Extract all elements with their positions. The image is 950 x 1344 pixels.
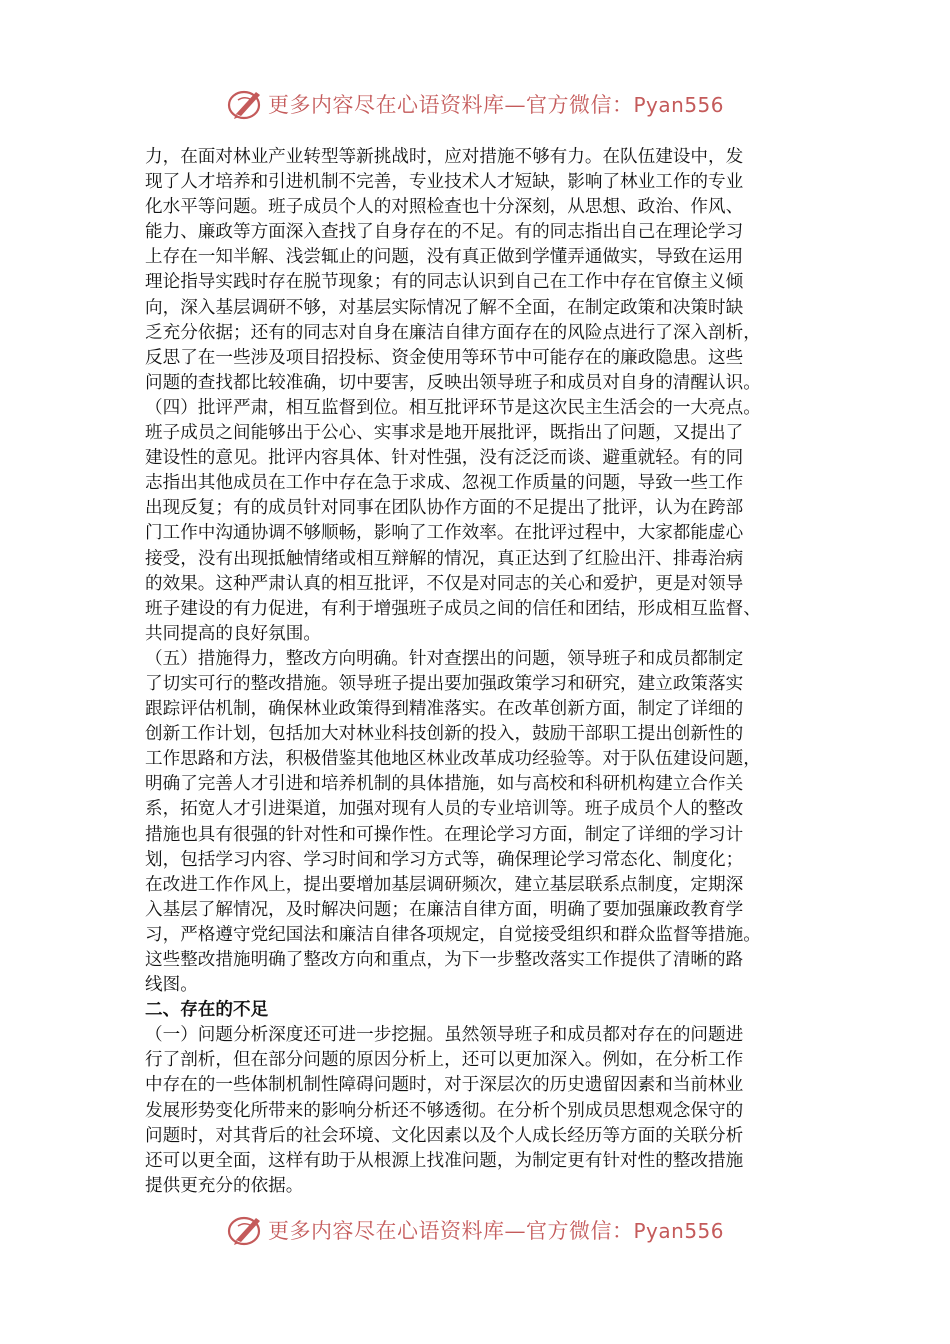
text-line: 化水平等问题。班子成员个人的对照检查也十分深刻，从思想、政治、作风、	[145, 197, 744, 218]
text-line: 创新工作计划，包括加大对林业科技创新的投入，鼓励干部职工提出创新性的	[145, 724, 744, 745]
text-line: 向，深入基层调研不够，对基层实际情况了解不全面，在制定政策和决策时缺	[145, 297, 744, 318]
text-line: 行了剖析，但在部分问题的原因分析上，还可以更加深入。例如，在分析工作	[145, 1050, 744, 1071]
watermark-text: 更多内容尽在心语资料库—官方微信：	[267, 1219, 634, 1243]
watermark-text: 更多内容尽在心语资料库—官方微信：	[267, 93, 634, 117]
text-line: 提供更充分的依据。	[145, 1175, 304, 1196]
text-line: 乏充分依据；还有的同志对自身在廉洁自律方面存在的风险点进行了深入剖析，	[145, 322, 761, 343]
watermark-wechat-id: Pyan556	[633, 93, 724, 117]
text-line: 问题时，对其背后的社会环境、文化因素以及个人成长经历等方面的关联分析	[145, 1125, 744, 1146]
text-line: 这些整改措施明确了整改方向和重点，为下一步整改落实工作提供了清晰的路	[145, 950, 744, 970]
paragraph-start-line: （一）问题分析深度还可进一步挖掘。虽然领导班子和成员都对存在的问题进	[145, 1025, 744, 1046]
footer-watermark	[0, 1210, 950, 1250]
text-line: 工作思路和方法，积极借鉴其他地区林业改革成功经验等。对于队伍建设问题，	[145, 749, 761, 770]
text-line: 共同提高的良好氛围。	[145, 623, 321, 644]
paragraph-start-line: （四）批评严肃，相互监督到位。相互批评环节是这次民主生活会的一大亮点。	[145, 397, 761, 418]
text-line: 划，包括学习内容、学习时间和学习方式等，确保理论学习常态化、制度化；	[145, 849, 744, 870]
text-line: 了切实可行的整改措施。领导班子提出要加强政策学习和研究，建立政策落实	[145, 673, 744, 694]
watermark-wechat-id: Pyan556	[633, 1219, 724, 1243]
text-line: 线图。	[145, 975, 198, 996]
text-line: 理论指导实践时存在脱节现象；有的同志认识到自己在工作中存在官僚主义倾	[145, 272, 744, 293]
header-watermark	[0, 84, 950, 124]
text-line: 力，在面对林业产业转型等新挑战时，应对措施不够有力。在队伍建设中，发	[145, 147, 744, 167]
text-line: 的效果。这种严肃认真的相互批评，不仅是对同志的关心和爱护，更是对领导	[145, 573, 744, 594]
text-line: 门工作中沟通协调不够顺畅，影响了工作效率。在批评过程中，大家都能虚心	[145, 523, 744, 544]
text-line: 问题的查找都比较准确，切中要害，反映出领导班子和成员对自身的清醒认识。	[145, 372, 761, 393]
text-line: 接受，没有出现抵触情绪或相互辩解的情况，真正达到了红脸出汗、排毒治病	[145, 548, 744, 569]
text-line: 能力、廉政等方面深入查找了自身存在的不足。有的同志指出自己在理论学习	[145, 222, 744, 243]
text-line: 习，严格遵守党纪国法和廉洁自律各项规定，自觉接受组织和群众监督等措施。	[145, 924, 761, 945]
text-line: 措施也具有很强的针对性和可操作性。在理论学习方面，制定了详细的学习计	[145, 824, 744, 845]
text-line: 入基层了解情况，及时解决问题；在廉洁自律方面，明确了要加强廉政教育学	[145, 899, 744, 920]
section-heading: 二、存在的不足	[145, 1000, 269, 1021]
text-line: 建设性的意见。批评内容具体、针对性强，没有泛泛而谈、避重就轻。有的同	[145, 448, 744, 469]
text-line: 在改进工作作风上，提出要增加基层调研频次，建立基层联系点制度，定期深	[145, 874, 744, 895]
text-line: 现了人才培养和引进机制不完善，专业技术人才短缺，影响了林业工作的专业	[145, 172, 744, 193]
text-line: 系，拓宽人才引进渠道，加强对现有人员的专业培训等。班子成员个人的整改	[145, 799, 744, 820]
text-line: 反思了在一些涉及项目招投标、资金使用等环节中可能存在的廉政隐患。这些	[145, 347, 744, 368]
document-body	[145, 145, 815, 1199]
text-line: 中存在的一些体制机制性障碍问题时，对于深层次的历史遗留因素和当前林业	[145, 1075, 744, 1096]
pen-logo-icon	[226, 86, 266, 122]
pen-logo-icon	[226, 1212, 266, 1248]
text-line: 班子建设的有力促进，有利于增强班子成员之间的信任和团结，形成相互监督、	[145, 598, 761, 619]
text-line: 班子成员之间能够出于公心、实事求是地开展批评，既指出了问题，又提出了	[145, 423, 744, 444]
paragraph-start-line: （五）措施得力，整改方向明确。针对查摆出的问题，领导班子和成员都制定	[145, 648, 744, 669]
text-line: 出现反复；有的成员针对同事在团队协作方面的不足提出了批评，认为在跨部	[145, 498, 744, 519]
text-line: 还可以更全面，这样有助于从根源上找准问题，为制定更有针对性的整改措施	[145, 1150, 744, 1171]
text-line: 志指出其他成员在工作中存在急于求成、忽视工作质量的问题，导致一些工作	[145, 473, 744, 494]
text-line: 发展形势变化所带来的影响分析还不够透彻。在分析个别成员思想观念保守的	[145, 1100, 744, 1121]
text-line: 跟踪评估机制，确保林业政策得到精准落实。在改革创新方面，制定了详细的	[145, 699, 744, 720]
text-line: 上存在一知半解、浅尝辄止的问题，没有真正做到学懂弄通做实，导致在运用	[145, 247, 744, 268]
text-line: 明确了完善人才引进和培养机制的具体措施，如与高校和科研机构建立合作关	[145, 774, 744, 795]
